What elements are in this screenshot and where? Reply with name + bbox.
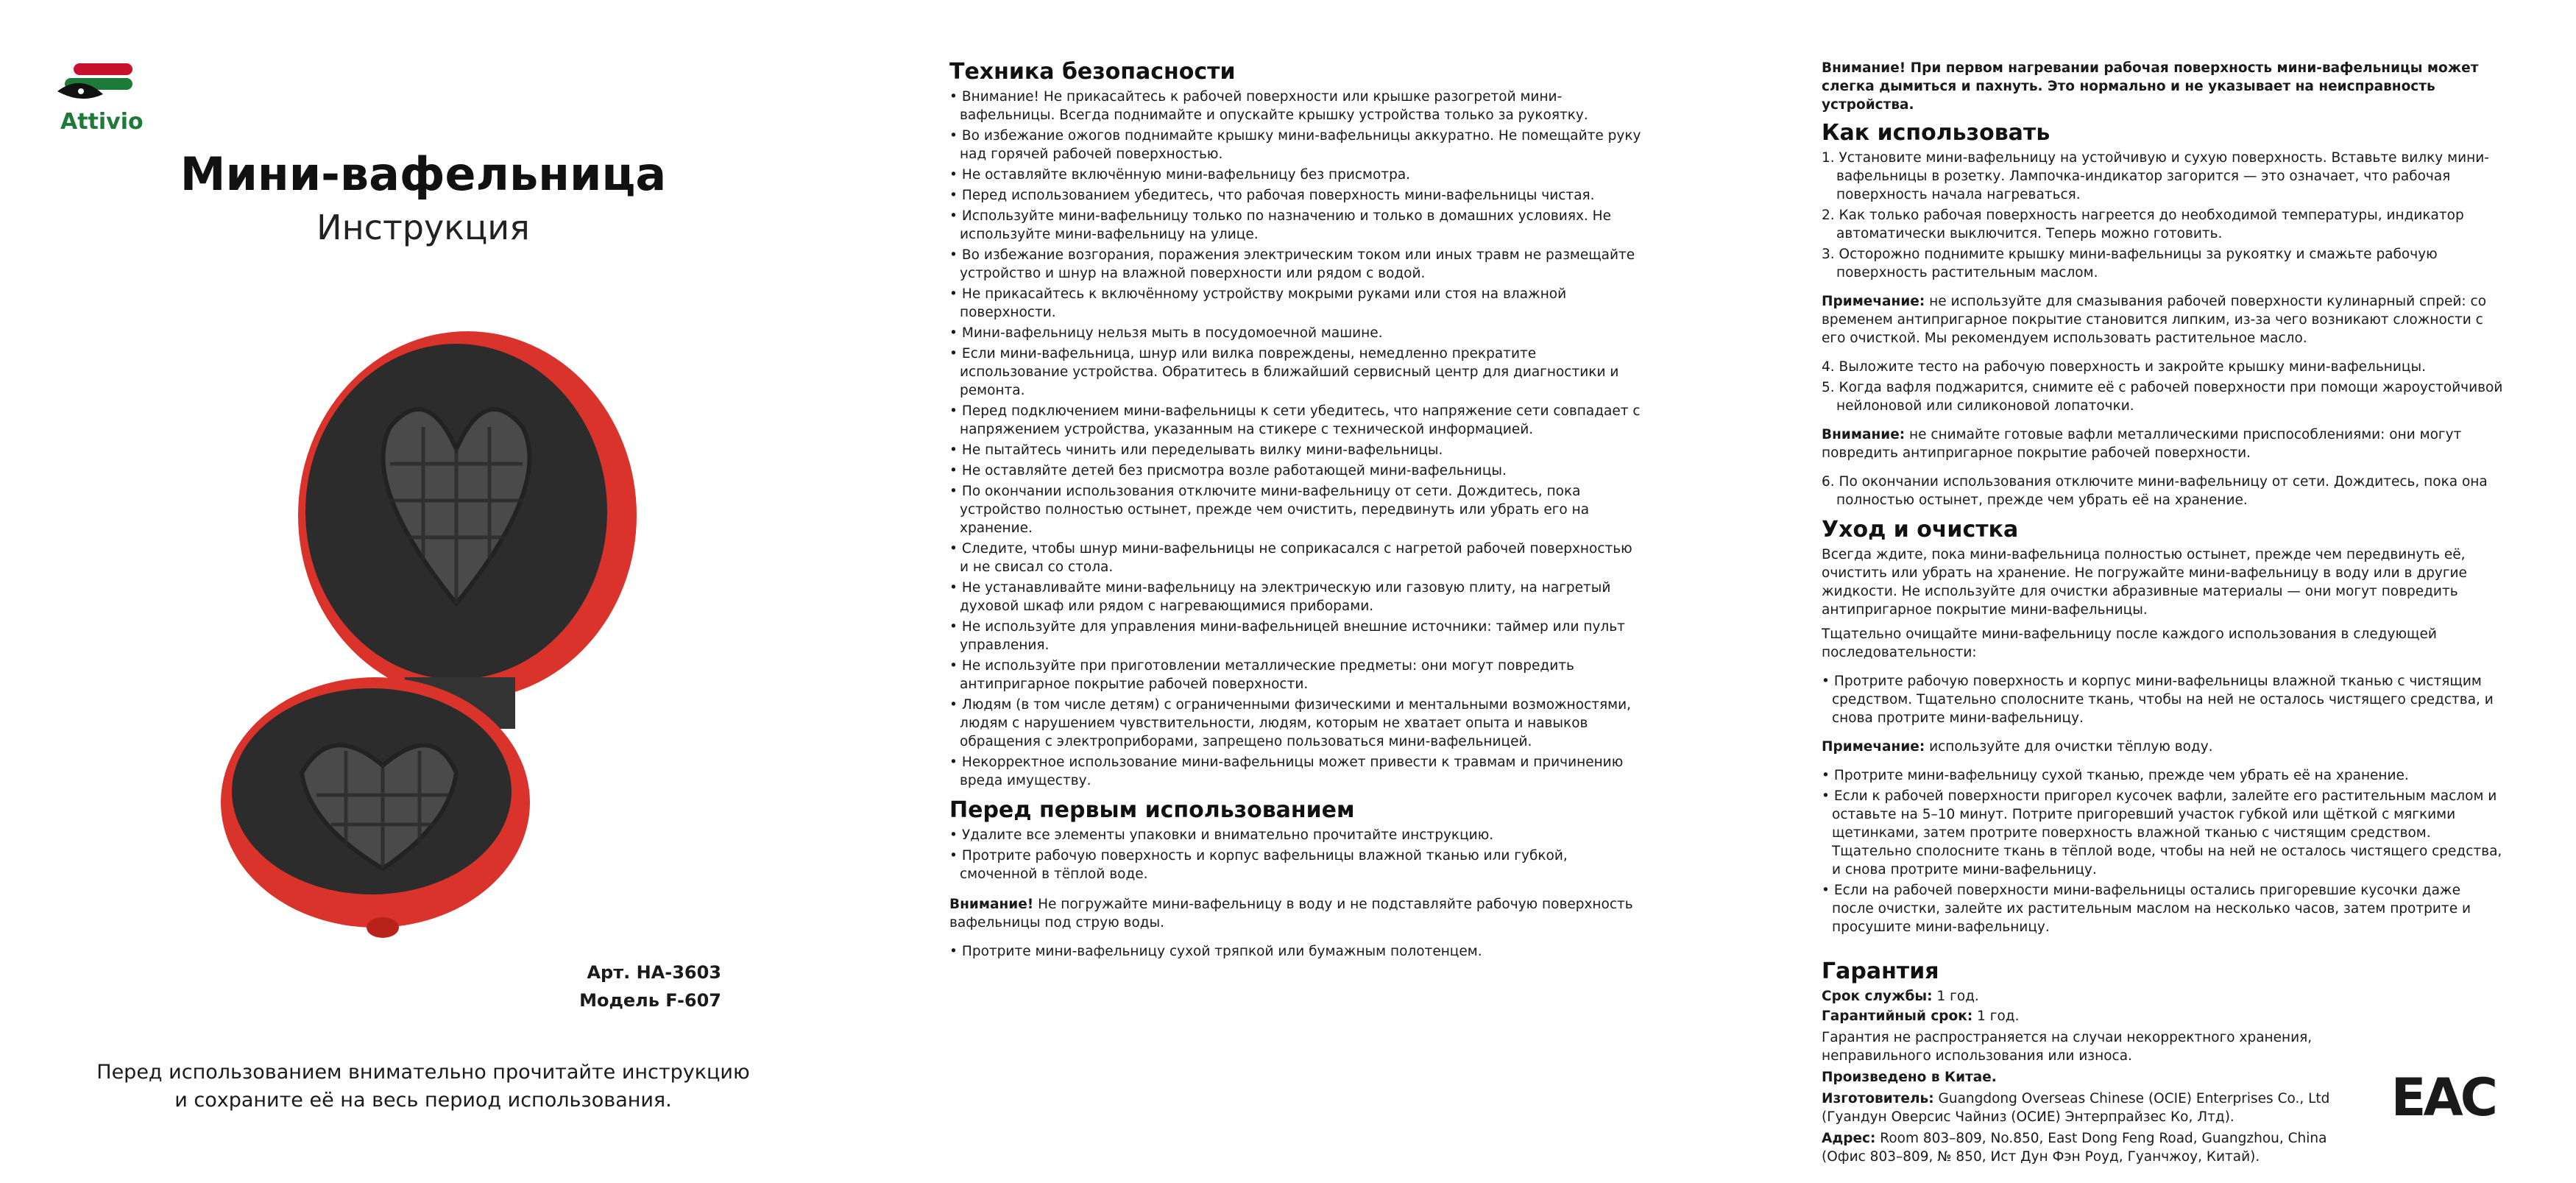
safety-item: [949, 88, 1641, 124]
safety-item-text: Не устанавливайте мини-вафельницу на электрическую или газовую плиту, на нагретый духовой шкаф или рядом с нагревающимися приборами.: [960, 580, 1611, 614]
safety-item-text: Не оставляйте детей без присмотра возле работающей мини-вафельницы.: [961, 463, 1507, 479]
first-use-item: [949, 826, 1641, 844]
cover-panel: [0, 0, 846, 1183]
service-life-value: 1 год.: [1932, 989, 1979, 1004]
note-label: Примечание:: [1822, 294, 1925, 309]
safety-item: [949, 186, 1641, 205]
safety-item-text: Перед использованием убедитесь, что рабочая поверхность мини-вафельницы чистая.: [961, 188, 1595, 203]
care-item-1: • Протрите рабочую поверхность и корпус мини-вафельницы влажной тканью с чистящим средством. Тщательно сполосните ткань, чтобы на ней не осталось чистящего средства, и снова протрите мини-вафельницу.: [1822, 674, 2494, 726]
safety-item-text: Некорректное использование мини-вафельницы может привести к травмам и причинению вреда имуществу.: [960, 755, 1624, 788]
manufacturer: [1822, 1090, 2337, 1126]
first-use-list: [949, 826, 1641, 883]
care-item-text: Протрите мини-вафельницу сухой тканью, прежде чем убрать её на хранение.: [1833, 768, 2409, 783]
bullet-icon: •: [949, 286, 958, 302]
how-to-warning: [1822, 425, 2506, 462]
manufacturer-value: Guangdong Overseas Chinese (OCIE) Enterprises Co., Ltd (Гуандун Оверсис Чайниз (ОСИЕ) Энтерпрайзес Ко, Лтд).: [1822, 1091, 2330, 1125]
safety-item-text: Если мини-вафельница, шнур или вилка повреждены, немедленно прекратите использование устройства. Обратитесь в ближайший сервисный центр для диагностики и ремонта.: [960, 346, 1619, 398]
care-note-text: используйте для очистки тёплую воду.: [1925, 739, 2213, 755]
bullet-icon: •: [949, 247, 958, 263]
step-item: [1822, 149, 2506, 204]
safety-item: [949, 402, 1641, 439]
safety-column: [949, 59, 1641, 963]
safety-item: [949, 482, 1641, 537]
safety-item-text: Не используйте для управления мини-вафельницей внешние источники: таймер или пульт управления.: [960, 619, 1625, 653]
eac-certification-mark: EAC: [2391, 1067, 2495, 1128]
step-item-text: 4. Выложите тесто на рабочую поверхность и закройте крышку мини-вафельницы.: [1822, 359, 2426, 375]
warranty-term-label: Гарантийный срок:: [1822, 1009, 1973, 1024]
care-intro: Всегда ждите, пока мини-вафельница полностью остынет, прежде чем передвинуть её, очистить или убрать на хранение. Не погружайте мини-вафельницу в воду или в другие жидкости. Не используйте для очистки абразивные материалы — они могут повредить антипригарное покрытие мини-вафельницы.: [1822, 547, 2467, 618]
steps-list-a: [1822, 149, 2506, 282]
first-use-item-text: Протрите рабочую поверхность и корпус вафельницы влажной тканью или губкой, смоченной в тёплой воде.: [960, 848, 1568, 882]
bullet-icon: •: [949, 128, 958, 144]
product-title: Мини-вафельница: [180, 147, 667, 201]
safety-item: [949, 753, 1641, 790]
safety-item: [949, 246, 1641, 283]
step-6: 6. По окончании использования отключите мини-вафельницу от сети. Дождитесь, пока она полностью остынет, прежде чем убрать её на хранение.: [1822, 474, 2488, 508]
bullet-icon: •: [949, 619, 958, 635]
bullet-icon: •: [949, 346, 958, 361]
first-use-item-text: Удалите все элементы упаковки и внимательно прочитайте инструкцию.: [961, 827, 1494, 843]
safety-item: [949, 285, 1641, 322]
note-text: не используйте для смазывания рабочей поверхности кулинарный спрей: со временем антипригарное покрытие становится липким, из-за чего возникают сложности с его очисткой. Мы рекомендуем использовать растительное масло.: [1822, 294, 2487, 346]
bullet-icon: •: [949, 167, 958, 183]
product-subtitle: Инструкция: [316, 208, 530, 247]
model-number: Модель F-607: [579, 990, 721, 1011]
manufacturer-label: Изготовитель:: [1822, 1091, 1934, 1106]
warranty-term-value: 1 год.: [1972, 1009, 2020, 1024]
safety-item: [949, 579, 1641, 615]
first-heat-warning: Внимание! При первом нагревании рабочая поверхность мини-вафельницы может слегка дымиться и пахнуть. Это нормально и не указывает на неисправность устройства.: [1822, 60, 2479, 113]
address-label: Адрес:: [1822, 1131, 1876, 1146]
first-use-last-item: • Протрите мини-вафельницу сухой тряпкой или бумажным полотенцем.: [949, 944, 1482, 959]
how-to-heading: Как использовать: [1822, 120, 2050, 146]
made-in: Произведено в Китае.: [1822, 1070, 1997, 1085]
first-use-item: [949, 847, 1641, 883]
safety-item: [949, 618, 1641, 654]
step-item: [1822, 245, 2506, 282]
safety-item: [949, 462, 1641, 480]
step-item: [1822, 206, 2506, 243]
safety-item-text: Используйте мини-вафельницу только по назначению и только в домашних условиях. Не используйте мини-вафельницу на улице.: [960, 208, 1611, 242]
safety-item: [949, 127, 1641, 163]
address-value: Room 803–809, No.850, East Dong Feng Road, Guangzhou, China (Офис 803–809, № 850, Ист Дун Фэн Роуд, Гуанчжоу, Китай).: [1822, 1131, 2327, 1165]
bullet-icon: •: [949, 403, 958, 419]
care-item: [1822, 766, 2506, 785]
safety-item: [949, 345, 1641, 400]
warn-label: Внимание:: [1822, 427, 1906, 442]
bullet-icon: •: [949, 188, 958, 203]
step-item-text: 2. Как только рабочая поверхность нагреется до необходимой температуры, индикатор автоматически выключится. Теперь можно готовить.: [1822, 208, 2464, 241]
safety-item-text: Не пытайтесь чинить или переделывать вилку мини-вафельницы.: [961, 442, 1443, 458]
care-note: [1822, 738, 2506, 756]
safety-heading: Техника безопасности: [949, 59, 1236, 85]
care-heading: Уход и очистка: [1822, 517, 2019, 543]
safety-item-text: Во избежание возгорания, поражения электрическим током или иных травм не размещайте устройство и шнур на влажной поверхности или рядом с водой.: [960, 247, 1635, 281]
safety-item-text: Внимание! Не прикасайтесь к рабочей поверхности или крышке разогретой мини-вафельницы. Всегда поднимайте и опускайте крышку устройства только за рукоятку.: [960, 89, 1588, 123]
bullet-icon: •: [949, 325, 958, 341]
first-use-heading: Перед первым использованием: [949, 797, 1355, 823]
care-list: [1822, 766, 2506, 936]
care-item-text: Если к рабочей поверхности пригорел кусочек вафли, залейте его растительным маслом и оставьте на 5–10 минут. Потрите пригоревший участок губкой или щёткой с мягкими щетинками, затем протрите поверхность влажной тканью с чистящим средством. Тщательно сполосните ткань в тёплой воде, чтобы на ней не осталось чистящего средства, и снова протрите мини-вафельницу.: [1832, 788, 2502, 877]
bullet-icon: •: [949, 208, 958, 224]
warning-text: Не погружайте мини-вафельницу в воду и не подставляйте рабочую поверхность вафельницы под струю воды.: [949, 897, 1633, 930]
safety-item-text: Не прикасайтесь к включённому устройству мокрыми руками или стоя на влажной поверхности.: [960, 286, 1567, 320]
warranty-term: [1822, 1007, 2506, 1025]
care-note-label: Примечание:: [1822, 739, 1925, 755]
brand-name: Attivio: [60, 109, 144, 135]
step-item-text: 3. Осторожно поднимите крышку мини-вафельницы за рукоятку и смажьте рабочую поверхность растительным маслом.: [1822, 247, 2438, 280]
warn-text: не снимайте готовые вафли металлическими приспособлениями: они могут повредить антипригарное покрытие рабочей поверхности.: [1822, 427, 2462, 461]
safety-item-text: По окончании использования отключите мини-вафельницу от сети. Дождитесь, пока устройство полностью остынет, прежде чем очистить, передвинуть или убрать его на хранение.: [960, 484, 1590, 536]
care-item-text: Если на рабочей поверхности мини-вафельницы остались пригоревшие кусочки даже после очистки, залейте их растительным маслом на несколько часов, затем протрите и просушите мини-вафельницу.: [1832, 883, 2471, 935]
safety-item: [949, 657, 1641, 693]
step-item: [1822, 378, 2506, 415]
model-info: [579, 958, 721, 1014]
safety-item-text: Не оставляйте включённую мини-вафельницу без присмотра.: [961, 167, 1411, 183]
care-item: [1822, 787, 2506, 879]
bullet-icon: •: [949, 658, 958, 674]
service-life: [1822, 987, 2506, 1006]
bullet-icon: •: [1822, 768, 1830, 783]
note-line-1: Перед использованием внимательно прочитайте инструкцию: [96, 1061, 750, 1084]
safety-item-text: Следите, чтобы шнур мини-вафельницы не соприкасался с нагретой рабочей поверхностью и не свисал со стола.: [960, 541, 1632, 575]
warranty-heading: Гарантия: [1822, 958, 1939, 984]
safety-item-text: Перед подключением мини-вафельницы к сети убедитесь, что напряжение сети совпадает с напряжением устройства, указанным на стикере с технической информацией.: [960, 403, 1641, 437]
how-to-note: [1822, 292, 2506, 347]
safety-item-text: Мини-вафельницу нельзя мыть в посудомоечной машине.: [961, 325, 1383, 341]
safety-item-text: Во избежание ожогов поднимайте крышку мини-вафельницы аккуратно. Не помещайте руку над горячей рабочей поверхностью.: [960, 128, 1641, 162]
bullet-icon: •: [949, 755, 958, 770]
bullet-icon: •: [949, 442, 958, 458]
bullet-icon: •: [949, 484, 958, 499]
care-item: [1822, 881, 2506, 936]
bullet-icon: •: [1822, 788, 1830, 804]
usage-column: [1822, 59, 2506, 1169]
safety-item: [949, 540, 1641, 576]
article-number: Арт. HA-3603: [587, 962, 721, 983]
bullet-icon: •: [949, 827, 958, 843]
safety-item: [949, 166, 1641, 184]
safety-item-text: Не используйте при приготовлении металлические предметы: они могут повредить антипригарное покрытие рабочей поверхности.: [960, 658, 1574, 692]
service-life-label: Срок службы:: [1822, 989, 1933, 1004]
note-line-2: и сохраните её на весь период использования.: [174, 1089, 672, 1112]
care-item-1-text: Протрите рабочую поверхность и корпус мини-вафельницы влажной тканью с чистящим средством. Тщательно сполосните ткань, чтобы на ней не осталось чистящего средства, и снова протрите мини-вафельницу.: [1832, 674, 2494, 726]
bullet-icon: •: [949, 697, 958, 713]
waffle-maker-image: [213, 309, 699, 972]
address: [1822, 1129, 2337, 1166]
first-use-warning: [949, 895, 1641, 932]
bullet-icon: •: [949, 848, 958, 864]
bullet-icon: •: [949, 541, 958, 557]
bullet-icon: •: [949, 463, 958, 479]
bullet-icon: •: [949, 580, 958, 596]
care-intro-2: Тщательно очищайте мини-вафельницу после каждого использования в следующей последовательности:: [1822, 626, 2437, 660]
bullet-icon: •: [949, 89, 958, 105]
warning-label: Внимание!: [949, 897, 1034, 912]
read-instructions-note: [0, 1059, 846, 1115]
step-item-text: 1. Установите мини-вафельницу на устойчивую и сухую поверхность. Вставьте вилку мини-вафельницы в розетку. Лампочка-индикатор загорится — это означает, что рабочая поверхность начала нагреваться.: [1822, 150, 2489, 202]
steps-list-b: [1822, 358, 2506, 415]
safety-item-text: Людям (в том числе детям) с ограниченными физическими и ментальными возможностями, людям с нарушением чувствительности, людям, которым не хватает опыта и навыков обращения с электроприборами, запрещено пользоваться мини-вафельницей.: [960, 697, 1632, 749]
first-use-last-text: Протрите мини-вафельницу сухой тряпкой или бумажным полотенцем.: [961, 944, 1482, 959]
warranty-exclusion: Гарантия не распространяется на случаи некорректного хранения, неправильного использования или износа.: [1822, 1030, 2313, 1064]
safety-item: [949, 324, 1641, 342]
safety-item: [949, 207, 1641, 244]
safety-item: [949, 441, 1641, 459]
safety-item: [949, 696, 1641, 751]
step-item: [1822, 358, 2506, 376]
safety-list: [949, 88, 1641, 790]
bullet-icon: •: [1822, 883, 1830, 898]
step-item-text: 5. Когда вафля поджарится, снимите её с рабочей поверхности при помощи жароустойчивой нейлоновой или силиконовой лопаточки.: [1822, 380, 2503, 414]
